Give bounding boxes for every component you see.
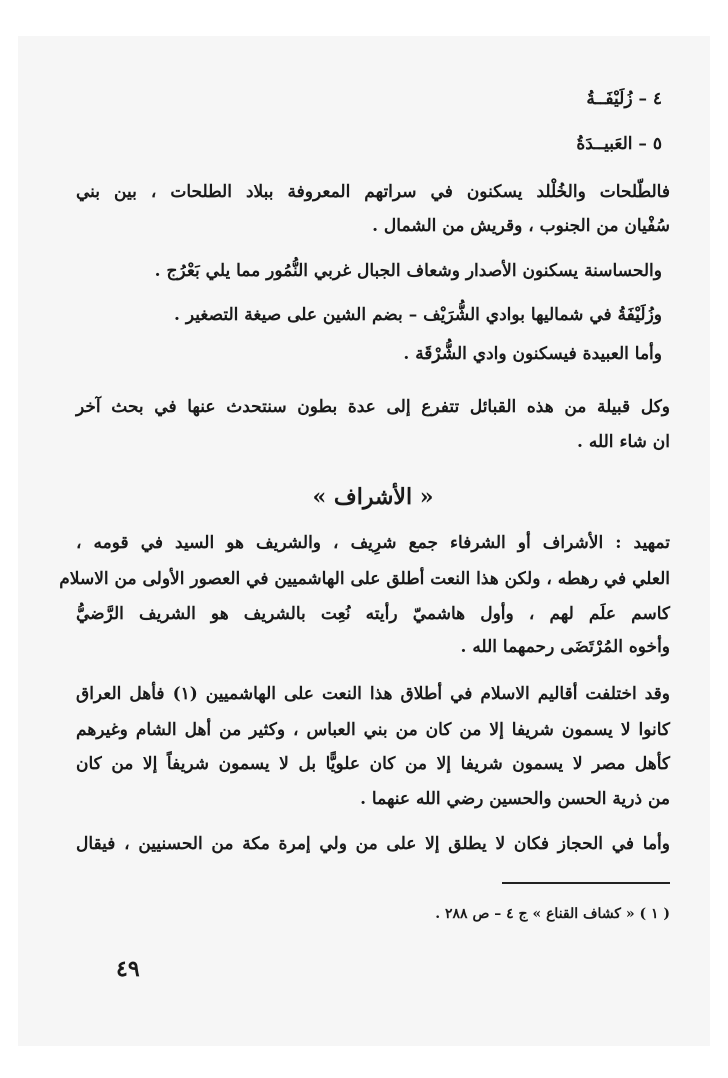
book-page	[18, 36, 710, 1046]
footnote-divider	[502, 882, 670, 884]
footnote: ( ١ ) « كشاف القناع » ج ٤ – ص ٢٨٨ .	[435, 906, 670, 922]
list-item-4: ٤ – زُلَيْفَــةُ	[586, 89, 662, 109]
paragraph-tribes-line-1: وكل قبيلة من هذه القبائل تتفرع إلى عدة بطون سنتحدث عنها في بحث آخر	[76, 397, 670, 417]
paragraph-talahat-line-2: سُفْيان من الجنوب ، وقريش من الشمال .	[372, 216, 670, 236]
page-number: ٤٩	[116, 956, 140, 982]
paragraph-talahat-line-1: فالطّلحات والخُلْلد يسكنون في سراتهم المعروفة ببلاد الطلحات ، بين بني	[76, 182, 670, 202]
paragraph-intro-line-2: العلي في رهطه ، ولكن هذا النعت أطلق على الهاشميين في العصور الأولى من الاسلام	[59, 569, 670, 589]
paragraph-intro-line-1: تمهيد : الأشراف أو الشرفاء جمع شرِيف ، والشريف هو السيد في قومه ،	[76, 533, 670, 553]
paragraph-intro-line-4: وأخوه المُرْتَضَى رحمهما الله .	[460, 637, 670, 657]
paragraph-regions-line-3: كأهل مصر لا يسمون شريفا إلا من كان علويًّا بل لا يسمون شريفاً إلا من كان	[76, 754, 670, 774]
paragraph-regions-line-1: وقد اختلفت أقاليم الاسلام في أطلاق هذا النعت على الهاشميين (١) فأهل العراق	[76, 684, 670, 704]
paragraph-regions-line-4: من ذرية الحسن والحسين رضي الله عنهما .	[360, 789, 670, 809]
paragraph-zulayfa: وزُلَيْفَةُ في شماليها بوادي الشُّرَيْف – بضم الشين على صيغة التصغير .	[174, 305, 662, 325]
list-item-5: ٥ – العَبيــدَةُ	[576, 134, 662, 154]
paragraph-intro-line-3: كاسم علَم لهم ، وأول هاشميّ رأيته نُعِت بالشريف هو الشريف الرَّضيُّ	[76, 604, 670, 624]
paragraph-hijaz: وأما في الحجاز فكان لا يطلق إلا على من ولي إمرة مكة من الحسنيين ، فيقال	[76, 834, 670, 854]
paragraph-regions-line-2: كانوا لا يسمون شريفا إلا من كان من بني العباس ، وكثير من أهل الشام وغيرهم	[76, 720, 670, 740]
paragraph-tribes-line-2: ان شاء الله .	[577, 432, 670, 452]
section-title: « الأشراف »	[312, 484, 434, 510]
paragraph-hasasna: والحساسنة يسكنون الأصدار وشعاف الجبال غربي النُّمُور مما يلي بَعْرُج .	[154, 261, 662, 281]
paragraph-ubayda: وأما العبيدة فيسكنون وادي الشُّرْقَة .	[403, 344, 662, 364]
